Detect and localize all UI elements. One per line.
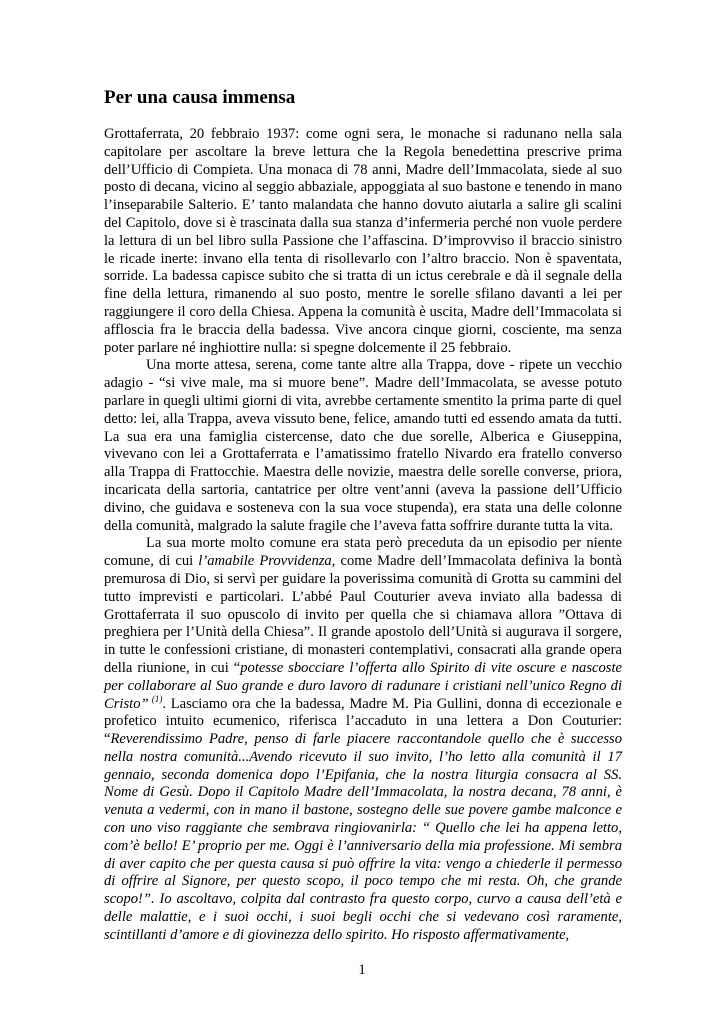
body-paragraph bbox=[104, 126, 622, 357]
paragraph-text: La sua morte molto comune era stata però preceduta da un episodio per niente comune, di cui bbox=[104, 535, 622, 570]
document-body bbox=[104, 126, 622, 945]
body-paragraph bbox=[104, 535, 622, 944]
italic-text: l’amabile Provvidenza bbox=[198, 553, 332, 570]
paragraph-text: Grottaferrata, 20 febbraio 1937: come ogni sera, le monache si radunano nella sala capitolare per ascoltare la breve lettura che la Regola benedettina prescrive prima dell’Ufficio di Compieta. Una monaca di 78 anni, Madre dell’Immacolata, siede al suo posto di decana, vicino al seggio abbaziale, appoggiata al suo bastone e tenendo in mano l’inseparabile Salterio. E’ tanto malandata che hanno dovuto aiutarla a salire gli scalini del Capitolo, dove si è trascinata dalla sua stanza d’infermeria perché non vuole perdere la lettura di un bel libro sulla Passione che l’affascina. D’improvviso il braccio sinistro le ricade inerte: invano ella tenta di risollevarlo con l’altro braccio. Non è spaventata, sorride. La badessa capisce subito che si tratta di un ictus cerebrale e dà il segnale della fine della lettura, rimanendo al suo posto, mentre le sorelle sfilano davanti a lei per raggiungere il coro della Chiesa. Appena la comunità è uscita, Madre dell’Immacolata si affloscia fra le braccia della badessa. Vive ancora cinque giorni, cosciente, ma senza poter parlare né inghiottire nulla: si spegne dolcemente il 25 febbraio. bbox=[104, 126, 622, 356]
document-page bbox=[104, 86, 622, 945]
page-number: 1 bbox=[358, 962, 366, 978]
italic-text: potesse sbocciare l’offerta allo Spirito di vite oscure e nascoste per collaborare al Suo grande e duro lavoro di radunare i cristiani nell’unico Regno di Cristo” bbox=[104, 659, 622, 712]
italic-text: Reverendissimo Padre, penso di farle piacere raccontandole quello che è successo nella nostra comunità...Avendo ricevuto il suo invito, l’ho letto alla comunità il 17 gennaio, seconda domenica dopo l’Epifania, che la nostra liturgia consacra al SS. Nome di Gesù. Dopo il Capitolo Madre dell’Immacolata, la nostra decana, 78 anni, è venuta a vedermi, con in mano il bastone, sostegno delle sue povere gambe malconce e con uno viso raggiante che sembrava ringiovanirla: “ Quello che lei ha appena letto, com’è bello! E’ proprio per me. Oggi è l’anniversario della mia professione. Mi sembra di aver capito che per questa causa si può offrire la vita: vengo a chiederle il permesso di offrire al Signore, per questo scopo, il poco tempo che mi resta. Oh, che grande scopo!”. Io ascoltavo, colpita dal contrasto fra questo corpo, curvo a causa dell’età e delle malattie, e i suoi occhi, i suoi begli occhi che si vedevano così raramente, scintillanti d’amore e di giovinezza dello spirito. Ho risposto affermativamente, bbox=[104, 731, 622, 943]
paragraph-text: . Lasciamo ora che la badessa, Madre M. Pia Gullini, donna di eccezionale e profetico intuito ecumenico, riferisca l’accaduto in una lettera a Don Couturier: “ bbox=[104, 695, 622, 748]
footnote-reference: (1) bbox=[148, 693, 163, 704]
paragraph-text: Una morte attesa, serena, come tante altre alla Trappa, dove - ripete un vecchio adagio - “si vive male, ma si muore bene”. Madre dell’Immacolata, se avesse potuto parlare in quegli ultimi giorni di vita, avrebbe certamente smentito la prima parte di quel detto: lei, alla Trappa, aveva vissuto bene, felice, amando tutti ed essendo amata da tutti. La sua era una famiglia cistercense, dato che due sorelle, Alberica e Giuseppina, vivevano con lei a Grottaferrata e l’amatissimo fratello Nivardo era fratello converso alla Trappa di Frattocchie. Maestra delle novizie, maestra delle sorelle converse, priora, incaricata della sartoria, cantatrice per oltre vent’anni (aveva la passione dell’Ufficio divino, che guidava e sosteneva con la sua voce stupenda), era stata una delle colonne della comunità, malgrado la salute fragile che l’aveva fatta soffrire durante tutta la vita. bbox=[104, 357, 622, 534]
document-title: Per una causa immensa bbox=[104, 87, 296, 108]
body-paragraph bbox=[104, 357, 622, 535]
paragraph-text: , come Madre dell’Immacolata definiva la bontà premurosa di Dio, si servì per guidare la poverissima comunità di Grotta su cammini del tutto imprevisti e particolari. L’abbé Paul Couturier aveva inviato alla badessa di Grottaferrata il suo opuscolo di invito per quella che si chiamava allora ”Ottava di preghiera per l’Unità della Chiesa”. Il grande apostolo dell’Unità si augurava il sorgere, in tutte le confessioni cristiane, di monasteri contemplativi, consacrati alla grande opera della riunione, in cui “ bbox=[104, 553, 622, 676]
